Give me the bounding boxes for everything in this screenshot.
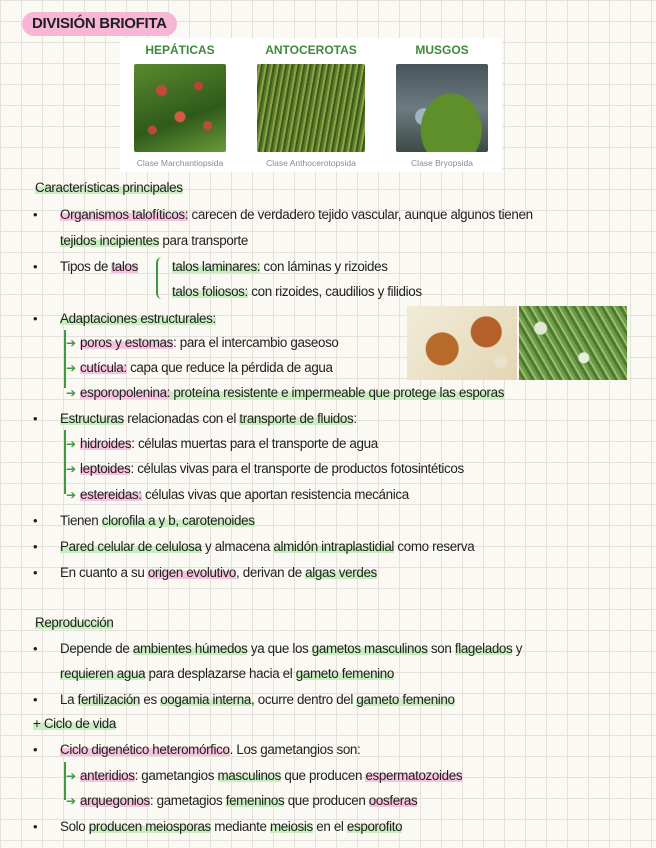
list-item: Depende de ambientes húmedos ya que los gametos masculinos son flagelados y: [60, 641, 523, 656]
figure-column-hepaticas: [120, 38, 240, 168]
page-title: DIVISIÓN BRIOFITA: [22, 12, 177, 36]
section-heading-ciclo: + Ciclo de vida: [33, 716, 116, 731]
moss-closeup-photo: [519, 306, 627, 380]
bullet: •: [33, 311, 38, 326]
arrow-icon: ➔: [66, 462, 77, 476]
bullet: •: [33, 742, 38, 757]
list-item-continuation: requieren agua para desplazarse hacia el gameto femenino: [60, 666, 395, 681]
section-heading-caracteristicas: Características principales: [35, 180, 183, 195]
list-item: Ciclo digenético heteromórfico. Los gametangios son:: [60, 742, 361, 757]
figure-column-musgos: [382, 38, 502, 168]
bullet: •: [33, 513, 38, 528]
bullet: •: [33, 641, 38, 656]
figure-caption: Clase Anthocerotopsida: [266, 158, 356, 168]
figure-column-antocerotas: [251, 38, 371, 168]
brace: [156, 257, 166, 299]
list-item: Adaptaciones estructurales:: [60, 311, 216, 326]
hepaticas-photo: [134, 64, 226, 152]
bullet: •: [33, 539, 38, 554]
sub-item: leptoides: células vivas para el transporte de productos fotosintéticos: [80, 461, 464, 476]
arrow-icon: ➔: [66, 386, 77, 400]
arrow-icon: ➔: [66, 361, 77, 375]
list-item: Estructuras relacionadas con el transporte de fluidos:: [60, 411, 357, 426]
sub-item: poros y estomas: para el intercambio gaseoso: [80, 335, 339, 350]
briofita-classes-figure: [120, 38, 502, 172]
figure-header: ANTOCEROTAS: [265, 43, 357, 57]
figure-header: MUSGOS: [415, 43, 469, 57]
figure-header: HEPÁTICAS: [145, 43, 215, 57]
list-item: Organismos talofíticos: carecen de verdadero tejido vascular, aunque algunos tienen: [60, 207, 533, 222]
sub-item: estereidas: células vivas que aportan resistencia mecánica: [80, 487, 409, 502]
list-item: Pared celular de celulosa y almacena almidón intraplastidial como reserva: [60, 539, 475, 554]
list-item-continuation: tejidos incipientes para transporte: [60, 233, 248, 248]
arrow-icon: ➔: [66, 437, 77, 451]
bullet: •: [33, 259, 38, 274]
sub-item: cutícula: capa que reduce la pérdida de agua: [80, 360, 333, 375]
sub-item: arquegonios: gametagios femeninos que producen oosferas: [80, 793, 418, 808]
list-item: Tipos de talos: [60, 259, 138, 274]
figure-caption: Clase Marchantiopsida: [136, 158, 224, 168]
antocerotas-photo: [257, 64, 365, 152]
sub-item: talos laminares: con láminas y rizoides: [172, 259, 388, 274]
bullet: •: [33, 692, 38, 707]
list-item: Tienen clorofila a y b, carotenoides: [60, 513, 255, 528]
sub-item: talos foliosos: con rizoides, caudilios y filidios: [172, 284, 422, 299]
arrow-icon: ➔: [66, 794, 77, 808]
figure-caption: Clase Bryopsida: [411, 158, 473, 168]
section-heading-reproduccion: Reproducción: [35, 615, 114, 630]
musgos-photo: [396, 64, 488, 152]
arrow-icon: ➔: [66, 769, 77, 783]
list-item: La fertilización es oogamia interna, ocurre dentro del gameto femenino: [60, 692, 455, 707]
list-item: En cuanto a su origen evolutivo, derivan de algas verdes: [60, 565, 377, 580]
arrow-icon: ➔: [66, 336, 77, 350]
spores-photo: [407, 306, 517, 380]
bullet: •: [33, 207, 38, 222]
list-item: Solo producen meiosporas mediante meiosis en el esporofito: [60, 819, 403, 834]
arrow-icon: ➔: [66, 488, 77, 502]
bullet: •: [33, 411, 38, 426]
sub-item: hidroides: células muertas para el transporte de agua: [80, 436, 378, 451]
sub-item: anteridios: gametangios masculinos que producen espermatozoides: [80, 768, 463, 783]
sub-item: esporopolenina: proteína resistente e impermeable que protege las esporas: [80, 385, 505, 400]
bullet: •: [33, 565, 38, 580]
bullet: •: [33, 819, 38, 834]
